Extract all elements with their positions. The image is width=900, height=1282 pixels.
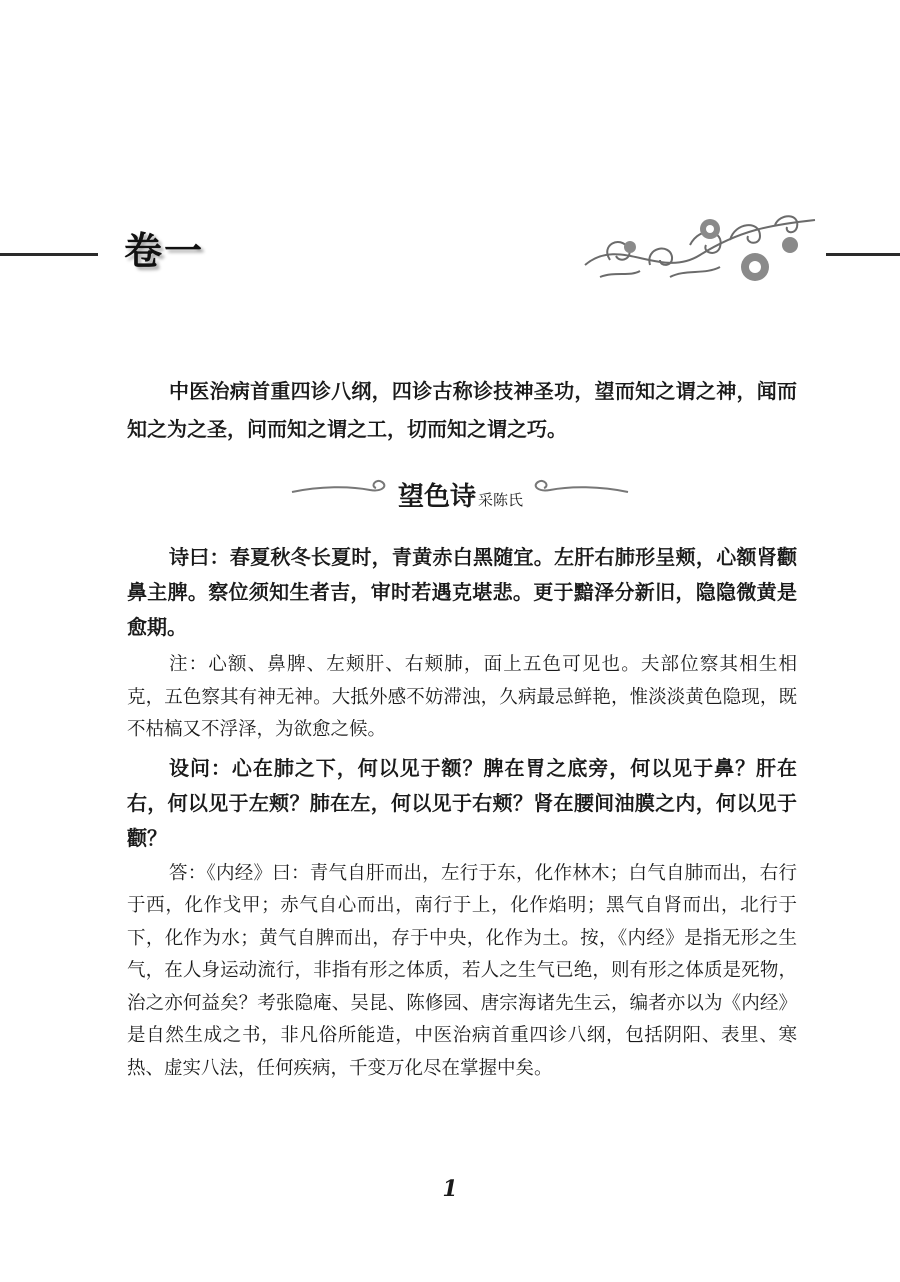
floral-ornament-icon (580, 205, 820, 285)
header-rule-left (0, 253, 98, 256)
scroll-flourish-left-icon (290, 478, 390, 500)
note-paragraph: 注：心额、鼻脾、左颊肝、右颊肺，面上五色可见也。夫部位察其相生相克，五色察其有神无神。大抵外感不妨滞浊，久病最忌鲜艳，惟淡淡黄色隐现，既不枯槁又不浮泽，为欲愈之候。 (127, 654, 797, 740)
section-title-text: 望色诗 (398, 482, 477, 512)
section-title (398, 476, 523, 513)
page-number: 1 (442, 1176, 458, 1202)
scroll-flourish-right-icon (530, 478, 630, 500)
chapter-title: 卷一 (124, 229, 205, 273)
poem-paragraph: 诗曰：春夏秋冬长夏时，青黄赤白黑随宜。左肝右肺形呈颊，心额肾颧鼻主脾。察位须知生者吉，审时若遇克堪悲。更于黯泽分新旧，隐隐微黄是愈期。 (127, 545, 797, 639)
answer-paragraph: 答：《内经》曰：青气自肝而出，左行于东，化作林木；白气自肺而出，右行于西，化作戈甲；赤气自心而出，南行于上，化作焰明；黑气自肾而出，北行于下，化作为水；黄气自脾而出，存于中央，化作为土。按，《内经》是指无形之生气，在人身运动流行，非指有形之体质，若人之生气已绝，则有形之体质是死物，治之亦何益矣？考张隐庵、吴昆、陈修园、唐宗海诸先生云，编者亦以为《内经》是自然生成之书，非凡俗所能造，中医治病首重四诊八纲，包括阴阳、表里、寒热、虚实八法，任何疾病，千变万化尽在掌握中矣。 (127, 862, 797, 1079)
intro-paragraph: 中医治病首重四诊八纲，四诊古称诊技神圣功，望而知之谓之神，闻而知之为之圣，问而知之谓之工，切而知之谓之巧。 (127, 379, 797, 441)
section-heading (290, 470, 630, 514)
section-source: 采陈氏 (478, 491, 524, 509)
body-text (127, 540, 797, 1085)
question-paragraph: 设问：心在肺之下，何以见于额？脾在胃之底旁，何以见于鼻？肝在右，何以见于左颊？肺在左，何以见于右颊？肾在腰间油膜之内，何以见于颧？ (127, 755, 797, 850)
header-rule-right (826, 253, 900, 256)
